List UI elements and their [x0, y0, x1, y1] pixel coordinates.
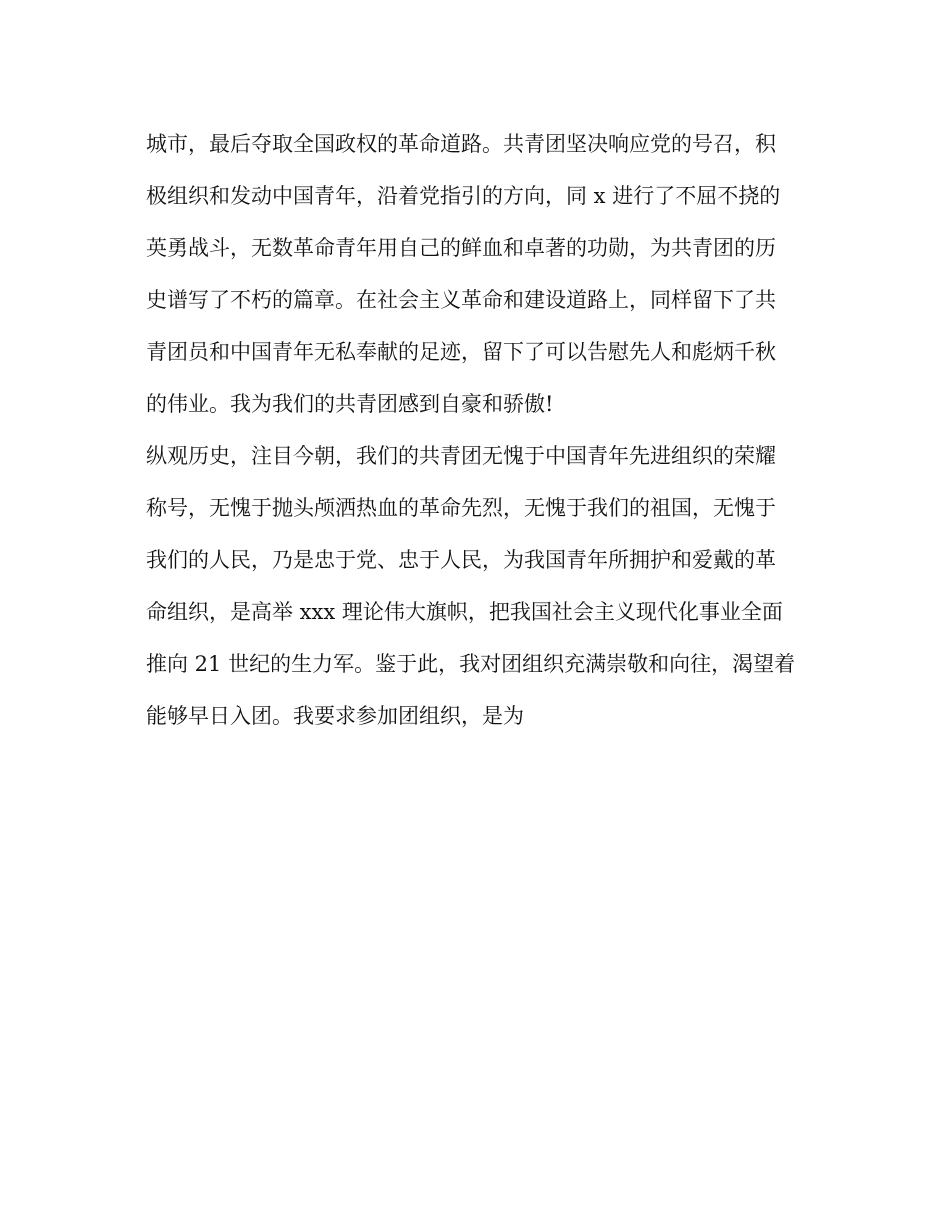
text-line: 的伟业。我为我们的共青团感到自豪和骄傲!: [146, 392, 554, 416]
text-line: 史谱写了不朽的篇章。在社会主义革命和建设道路上，同样留下了共: [146, 288, 776, 312]
text-line: 极组织和发动中国青年，沿着党指引的方向，同 x 进行了不屈不挠的: [146, 184, 781, 208]
text-line: 纵观历史，注目今朝，我们的共青团无愧于中国青年先进组织的荣耀: [146, 444, 776, 468]
text-line: 能够早日入团。我要求参加团组织，是为: [146, 704, 524, 728]
text-line: 我们的人民，乃是忠于党、忠于人民，为我国青年所拥护和爱戴的革: [146, 548, 776, 572]
text-line: 推向 21 世纪的生力军。鉴于此，我对团组织充满崇敬和向往，渴望着: [146, 652, 796, 676]
text-line: 命组织，是高举 xxx 理论伟大旗帜，把我国社会主义现代化事业全面: [146, 600, 783, 624]
text-line: 青团员和中国青年无私奉献的足迹，留下了可以告慰先人和彪炳千秋: [146, 340, 776, 364]
document-body: [146, 118, 826, 742]
text-line: 英勇战斗，无数革命青年用自己的鲜血和卓著的功勋，为共青团的历: [146, 236, 776, 260]
text-line: 城市，最后夺取全国政权的革命道路。共青团坚决响应党的号召，积: [146, 132, 776, 156]
text-line: 称号，无愧于抛头颅洒热血的革命先烈，无愧于我们的祖国，无愧于: [146, 496, 776, 520]
